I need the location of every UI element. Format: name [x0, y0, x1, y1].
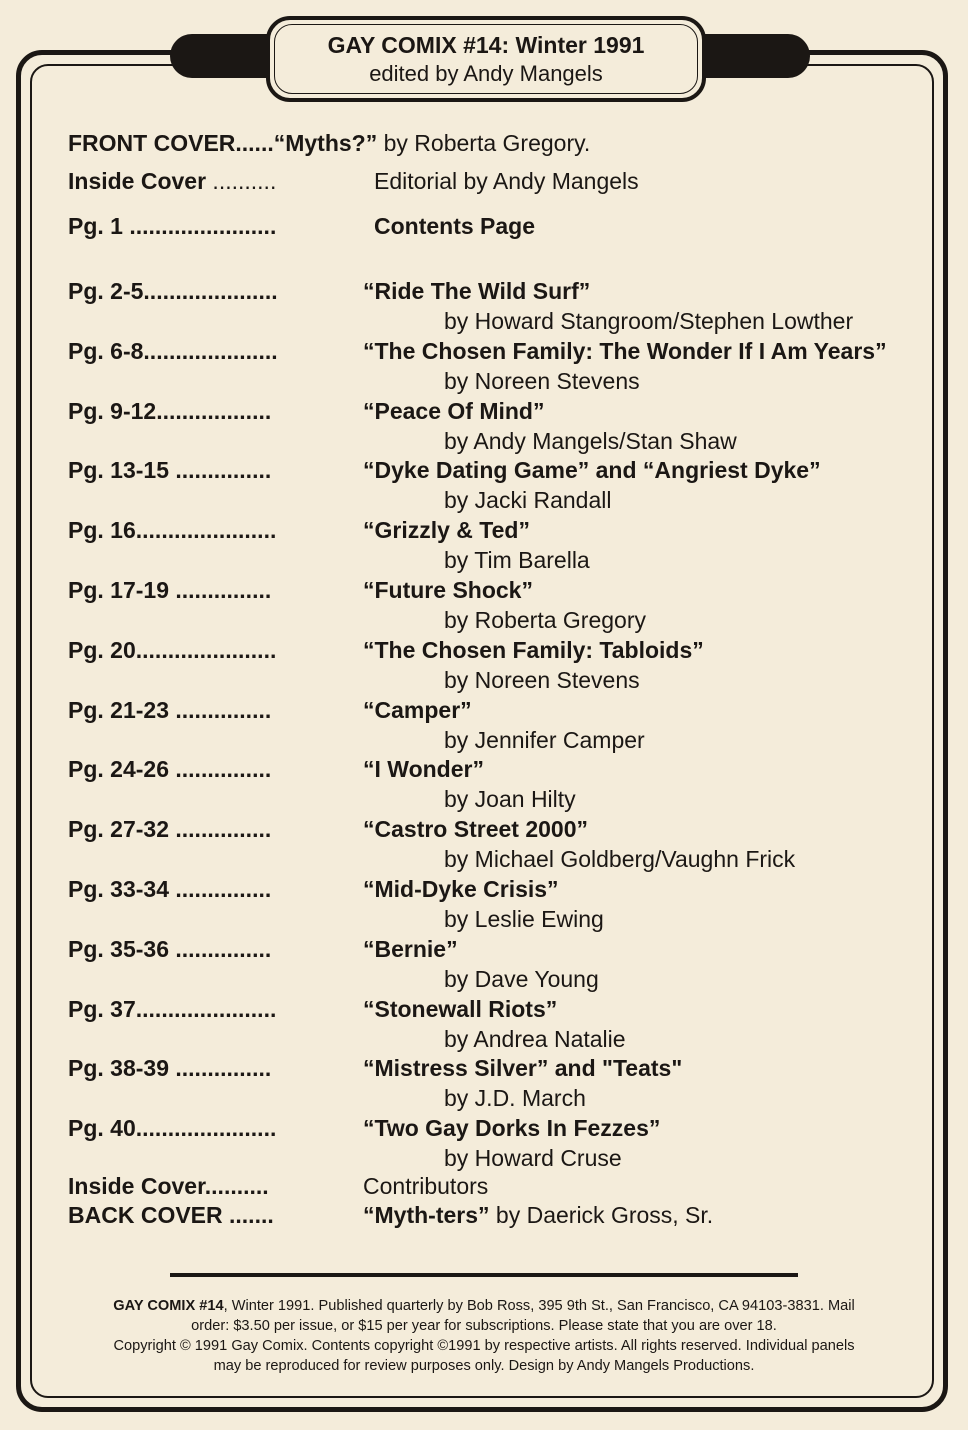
page-range: Pg. 35-36 [68, 936, 169, 962]
story-credit: by Leslie Ewing [444, 906, 604, 932]
page-range: Pg. 1 [68, 213, 123, 239]
story-title: “Bernie” [363, 936, 458, 962]
story-credit: by Michael Goldberg/Vaughn Frick [444, 846, 796, 872]
back-cover-row [68, 1201, 714, 1229]
page-range: Pg. 2-5 [68, 278, 144, 304]
contents-entry [68, 1054, 683, 1082]
story-title: Contents Page [374, 213, 536, 239]
colophon-line-1: , Winter 1991. Published quarterly by Bob Ross, 395 9th St., San Francisco, CA 94103-3831. Mail [223, 1298, 855, 1314]
contents-entry [68, 456, 821, 484]
contents-entry [68, 516, 530, 544]
story-credit: by Roberta Gregory [444, 607, 646, 633]
story-title: “Mistress Silver” and "Teats" [363, 1055, 683, 1081]
story-title: “Peace Of Mind” [363, 398, 545, 424]
contents-entry [68, 696, 472, 724]
leader-dots: .......... [206, 168, 277, 194]
story-title: “The Chosen Family: The Wonder If I Am Years” [363, 338, 887, 364]
page-range: Pg. 38-39 [68, 1055, 169, 1081]
leader-dots: ...................... [135, 1115, 277, 1141]
story-credit: by Andrea Natalie [444, 1026, 626, 1052]
story-credit: by Jacki Randall [444, 487, 612, 513]
story-title: “Myth-ters” [363, 1202, 490, 1228]
contents-entry [68, 935, 458, 963]
contents-entry [68, 397, 545, 425]
leader-dots: ............... [169, 876, 272, 902]
story-title: “Camper” [363, 697, 472, 723]
leader-dots: .......... [204, 1173, 269, 1199]
story-title: “Ride The Wild Surf” [363, 278, 591, 304]
story-credit: by Dave Young [444, 966, 599, 992]
contents-entry [68, 875, 559, 903]
page-range: Pg. 40 [68, 1115, 136, 1141]
leader-dots: ............... [169, 457, 272, 483]
leader-dots: ...................... [135, 517, 277, 543]
contents-entry [68, 277, 591, 305]
story-credit: by Noreen Stevens [444, 667, 640, 693]
leader-dots: .................. [156, 398, 272, 424]
story-credit: by Andy Mangels/Stan Shaw [444, 428, 737, 454]
inside-back-cover-row [68, 1172, 489, 1200]
story-credit: by Joan Hilty [444, 786, 576, 812]
divider-rule [170, 1273, 798, 1277]
credit-text: by Daerick Gross, Sr. [489, 1202, 714, 1228]
contents-entry [68, 995, 558, 1023]
page-range: Pg. 6-8 [68, 338, 144, 364]
front-cover-row [68, 129, 590, 157]
colophon-line-2: order: $3.50 per issue, or $15 per year for subscriptions. Please state that you are over 18. [191, 1318, 777, 1334]
leader-dots: ....................... [122, 213, 277, 239]
contents-entry [68, 815, 588, 843]
leader-dots: ............... [169, 756, 272, 782]
page-range: Pg. 9-12 [68, 398, 157, 424]
story-credit: by Howard Stangroom/Stephen Lowther [444, 308, 854, 334]
leader-dots: ............... [169, 1055, 272, 1081]
leader-dots: ............... [169, 577, 272, 603]
story-credit: by Howard Cruse [444, 1145, 622, 1171]
editor-credit: edited by Andy Mangels [369, 61, 603, 86]
story-credit: by J.D. March [444, 1085, 586, 1111]
page-range: Pg. 20 [68, 637, 136, 663]
story-title: “The Chosen Family: Tabloids” [363, 637, 704, 663]
colophon-line-3: Copyright © 1991 Gay Comix. Contents copyright ©1991 by respective artists. All rights reserved. Individual panels [113, 1338, 855, 1354]
page-range: Pg. 27-32 [68, 816, 169, 842]
story-title: “Mid-Dyke Crisis” [363, 876, 559, 902]
leader-dots: ..................... [143, 338, 278, 364]
publication-name: GAY COMIX #14 [113, 1298, 224, 1314]
page-range: Pg. 13-15 [68, 457, 169, 483]
section-label: BACK COVER [68, 1202, 223, 1228]
leader-dots: ..................... [143, 278, 278, 304]
page-range: Pg. 24-26 [68, 756, 169, 782]
section-label: Inside Cover [68, 168, 207, 194]
section-label: FRONT COVER [68, 130, 236, 156]
story-credit: by Noreen Stevens [444, 368, 640, 394]
contents-page-row [68, 212, 536, 240]
title-plate [266, 16, 706, 102]
story-title: “Stonewall Riots” [363, 996, 558, 1022]
leader-dots: ...................... [135, 637, 277, 663]
leader-dots: ....... [222, 1202, 274, 1228]
colophon-line-4: may be reproduced for review purposes only. Design by Andy Mangels Productions. [213, 1358, 755, 1374]
story-title: “Future Shock” [363, 577, 533, 603]
colophon [40, 1296, 928, 1376]
leader-dots: ...................... [135, 996, 277, 1022]
story-title: “I Wonder” [363, 756, 484, 782]
inside-cover-row [68, 167, 639, 195]
leader-dots: ............... [169, 697, 272, 723]
contributors-text: Contributors [363, 1173, 489, 1199]
story-title: “Castro Street 2000” [363, 816, 588, 842]
story-title: “Two Gay Dorks In Fezzes” [363, 1115, 661, 1141]
issue-title: GAY COMIX #14: Winter 1991 [327, 32, 645, 58]
leader-dots: ...... [235, 130, 274, 156]
contents-entry [68, 576, 533, 604]
page-range: Pg. 17-19 [68, 577, 169, 603]
contents-entry [68, 337, 887, 365]
leader-dots: ............... [169, 936, 272, 962]
story-credit: by Jennifer Camper [444, 727, 645, 753]
story-title: “Grizzly & Ted” [363, 517, 530, 543]
editorial-text: Editorial by Andy Mangels [374, 168, 639, 194]
section-label: Inside Cover [68, 1173, 205, 1199]
contents-entry [68, 755, 484, 783]
page-range: Pg. 33-34 [68, 876, 169, 902]
contents-entry [68, 1114, 661, 1142]
story-title: “Myths?” [273, 130, 378, 156]
page-range: Pg. 16 [68, 517, 136, 543]
contents-entry [68, 636, 704, 664]
leader-dots: ............... [169, 816, 272, 842]
credit-text: by Roberta Gregory. [377, 130, 591, 156]
page-range: Pg. 21-23 [68, 697, 169, 723]
story-title: “Dyke Dating Game” and “Angriest Dyke” [363, 457, 821, 483]
story-credit: by Tim Barella [444, 547, 590, 573]
page-range: Pg. 37 [68, 996, 136, 1022]
